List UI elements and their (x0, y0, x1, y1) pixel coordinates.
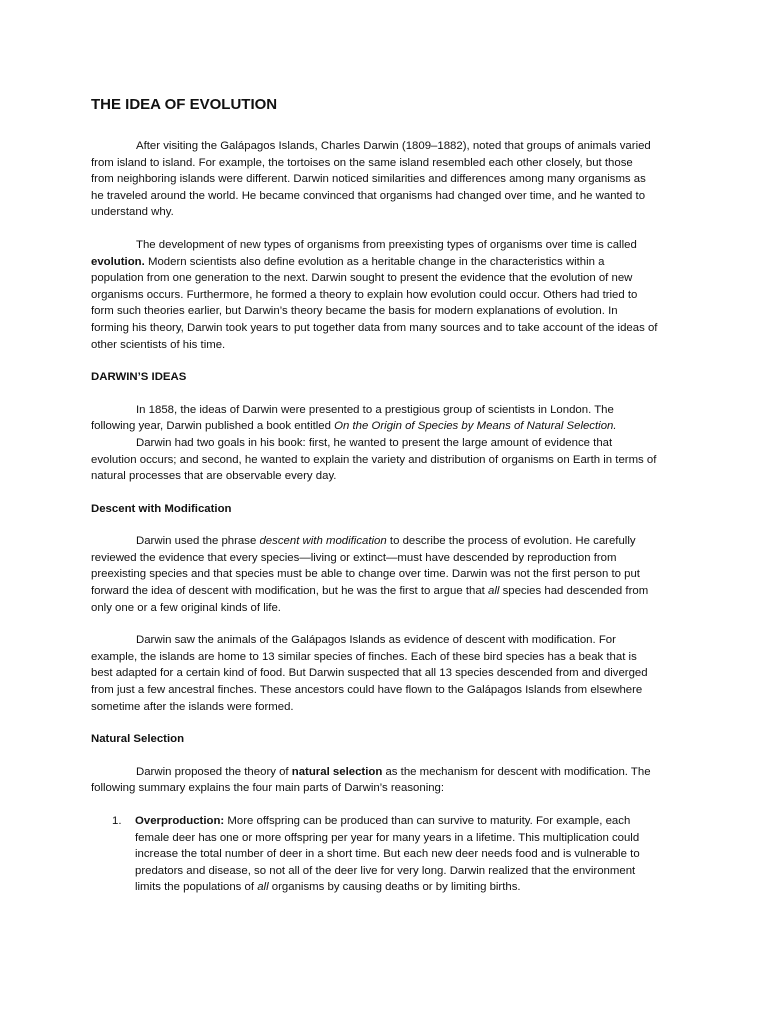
text-run: species had descended from only one or a few original kinds of life. (91, 585, 649, 614)
paragraph-finches: Darwin saw the animals of the Galápagos Islands as evidence of descent with modification. For example, the islands are home to 13 similar species of finches. Each of these bird species has a beak that is best adapted for a certain kind of food. But Darwin suspected that all 13 species descended from and diverged from just a few ancestral finches. These ancestors could have flown to the Galápagos Islands from elsewhere sometime after the islands were formed. (91, 634, 648, 713)
text-run: The development of new types of organisms from preexisting types of organisms over time is called (136, 238, 637, 251)
text-run: organisms by causing deaths or by limiting births. (268, 881, 521, 894)
paragraph-natural-selection (91, 764, 658, 797)
text-run: Darwin used the phrase (136, 535, 260, 548)
paragraph-1858 (91, 402, 658, 435)
text-run: Darwin proposed the theory of (136, 765, 292, 778)
term-descent: descent with modification (259, 535, 387, 548)
text-run: as the mechanism for descent with modification. The following summary explains the four main parts of Darwin’s reasoning: (91, 765, 651, 795)
paragraph-descent (91, 533, 658, 616)
paragraph-evolution-definition (91, 237, 658, 353)
subheading-descent: Descent with Modification (91, 502, 232, 515)
subheading-natural-selection: Natural Selection (91, 733, 185, 746)
list-number: 1. (112, 815, 122, 827)
text-run: In 1858, the ideas of Darwin were presented to a prestigious group of scientists in London. The following year, Darwin published a book entitled (91, 403, 614, 433)
page-title: THE IDEA OF EVOLUTION (91, 96, 278, 113)
term-natural-selection: natural selection (291, 765, 383, 778)
emphasis-all: all (488, 585, 500, 598)
text-run: More offspring can be produced than can survive to maturity. For example, each female deer has one or more offspring per year for many years in a lifetime. This multiplication could increase the total number of deer in a short time. But each new deer needs food and is vulnerable to predators and disease, so not all of the deer live for very long. Darwin realized that the environment limits the populations of (135, 815, 640, 894)
list-item (91, 813, 658, 896)
paragraph-two-goals: Darwin had two goals in his book: first, he wanted to present the large amount of evidence that evolution occurs; and second, he wanted to explain the variety and distribution of organisms on Earth in terms of natural processes that are observable every day. (91, 436, 657, 483)
text-run: Modern scientists also define evolution as a heritable change in the characteristics within a population from one generation to the next. Darwin sought to present the evidence that the evolution of new organisms occurs. Furthermore, he formed a theory to explain how evolution could occur. Others had tried to form such theories earlier, but Darwin’s theory became the basis for modern explanations of evolution. In forming his theory, Darwin took years to put together data from many sources and to take account of the ideas of other scientists of his time. (91, 255, 658, 351)
list-term: Overproduction: (135, 815, 225, 827)
emphasis-all: all (257, 881, 269, 894)
paragraph-galapagos: After visiting the Galápagos Islands, Charles Darwin (1809–1882), noted that groups of animals varied from island to island. For example, the tortoises on the same island resembled each other closely, but those from neighboring islands were different. Darwin noticed similarities and differences among many organisms as he traveled around the world. He became convinced that organisms had changed over time, and he wanted to understand why. (91, 140, 651, 219)
book-title: On the Origin of Species by Means of Natural Selection. (334, 420, 617, 433)
reasoning-list (91, 813, 658, 896)
term-evolution: evolution. (91, 255, 145, 268)
text-run: to describe the process of evolution. He carefully reviewed the evidence that every species—living or extinct—must have descended by reproduction from preexisting species and that species must be able to change over time. Darwin was not the first person to put forward the idea of descent with modification, but he was the first to argue that (91, 535, 640, 598)
section-heading-darwins-ideas: DARWIN’S IDEAS (91, 371, 187, 384)
